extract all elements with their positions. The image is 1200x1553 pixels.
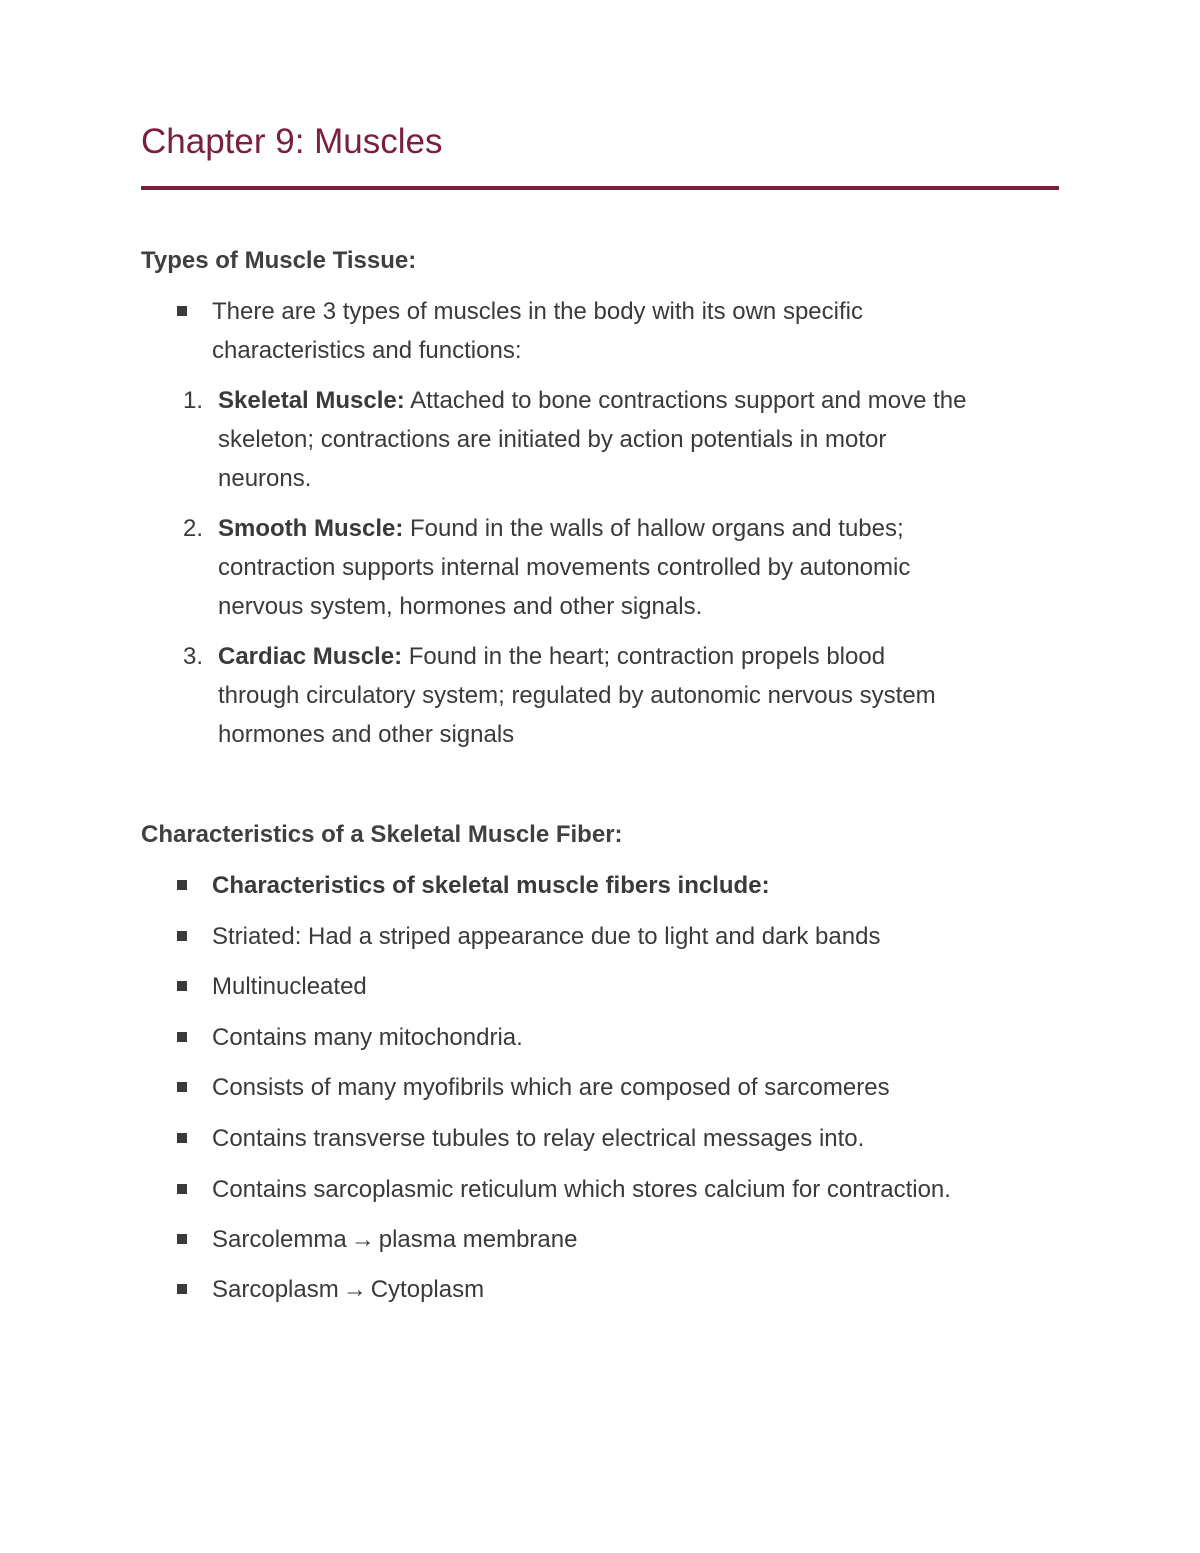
term-skeletal: Skeletal Muscle: bbox=[218, 387, 405, 414]
fiber-bullet-6: Contains transverse tubules to relay electrical messages into. bbox=[212, 1125, 865, 1152]
section-heading-fiber-characteristics: Characteristics of a Skeletal Muscle Fiber: bbox=[141, 821, 623, 848]
skeletal-desc-3: neurons. bbox=[218, 465, 312, 492]
fiber-bullet-1: Characteristics of skeletal muscle fibers include: bbox=[212, 872, 770, 899]
list-item-cardiac bbox=[218, 637, 885, 676]
right-arrow-icon: → bbox=[350, 1226, 375, 1253]
list-number: 2. bbox=[183, 515, 204, 542]
smooth-desc-3: nervous system, hormones and other signals. bbox=[218, 593, 703, 620]
list-item-skeletal bbox=[218, 381, 966, 420]
title-rule bbox=[141, 186, 1059, 190]
cardiac-desc-1: Found in the heart; contraction propels blood bbox=[402, 643, 886, 670]
square-bullet-icon bbox=[177, 1234, 187, 1244]
square-bullet-icon bbox=[177, 1284, 187, 1294]
smooth-desc-1: Found in the walls of hallow organs and tubes; bbox=[403, 515, 904, 542]
intro-line-1: There are 3 types of muscles in the body with its own specific bbox=[212, 298, 863, 325]
skeletal-desc-2: skeleton; contractions are initiated by action potentials in motor bbox=[218, 426, 887, 453]
square-bullet-icon bbox=[177, 931, 187, 941]
sarcolemma-definition: plasma membrane bbox=[378, 1226, 578, 1253]
term-cardiac: Cardiac Muscle: bbox=[218, 643, 403, 670]
section-heading-muscle-types: Types of Muscle Tissue: bbox=[141, 247, 417, 274]
square-bullet-icon bbox=[177, 981, 187, 991]
page-title: Chapter 9: Muscles bbox=[141, 122, 443, 161]
square-bullet-icon bbox=[177, 1133, 187, 1143]
fiber-bullet-3: Multinucleated bbox=[212, 973, 367, 1000]
list-number: 3. bbox=[183, 643, 204, 670]
smooth-desc-2: contraction supports internal movements controlled by autonomic bbox=[218, 554, 911, 581]
list-item-smooth bbox=[218, 509, 904, 548]
fiber-bullet-sarcoplasm bbox=[212, 1270, 484, 1309]
fiber-bullet-5: Consists of many myofibrils which are composed of sarcomeres bbox=[212, 1074, 890, 1101]
square-bullet-icon bbox=[177, 880, 187, 890]
square-bullet-icon bbox=[177, 1032, 187, 1042]
fiber-bullet-4: Contains many mitochondria. bbox=[212, 1024, 523, 1051]
right-arrow-icon: → bbox=[342, 1276, 367, 1303]
fiber-bullet-2: Striated: Had a striped appearance due to light and dark bands bbox=[212, 923, 881, 950]
list-number: 1. bbox=[183, 387, 204, 414]
skeletal-desc-1: Attached to bone contractions support and move the bbox=[404, 387, 967, 414]
square-bullet-icon bbox=[177, 1184, 187, 1194]
square-bullet-icon bbox=[177, 306, 187, 316]
fiber-bullet-sarcolemma bbox=[212, 1220, 577, 1259]
intro-line-2: characteristics and functions: bbox=[212, 337, 522, 364]
square-bullet-icon bbox=[177, 1082, 187, 1092]
term-smooth: Smooth Muscle: bbox=[218, 515, 404, 542]
cardiac-desc-2: through circulatory system; regulated by autonomic nervous system bbox=[218, 682, 936, 709]
fiber-bullet-7: Contains sarcoplasmic reticulum which stores calcium for contraction. bbox=[212, 1176, 951, 1203]
sarcolemma-term: Sarcolemma bbox=[212, 1226, 347, 1253]
sarcoplasm-definition: Cytoplasm bbox=[370, 1276, 485, 1303]
sarcoplasm-term: Sarcoplasm bbox=[212, 1276, 339, 1303]
cardiac-desc-3: hormones and other signals bbox=[218, 721, 515, 748]
